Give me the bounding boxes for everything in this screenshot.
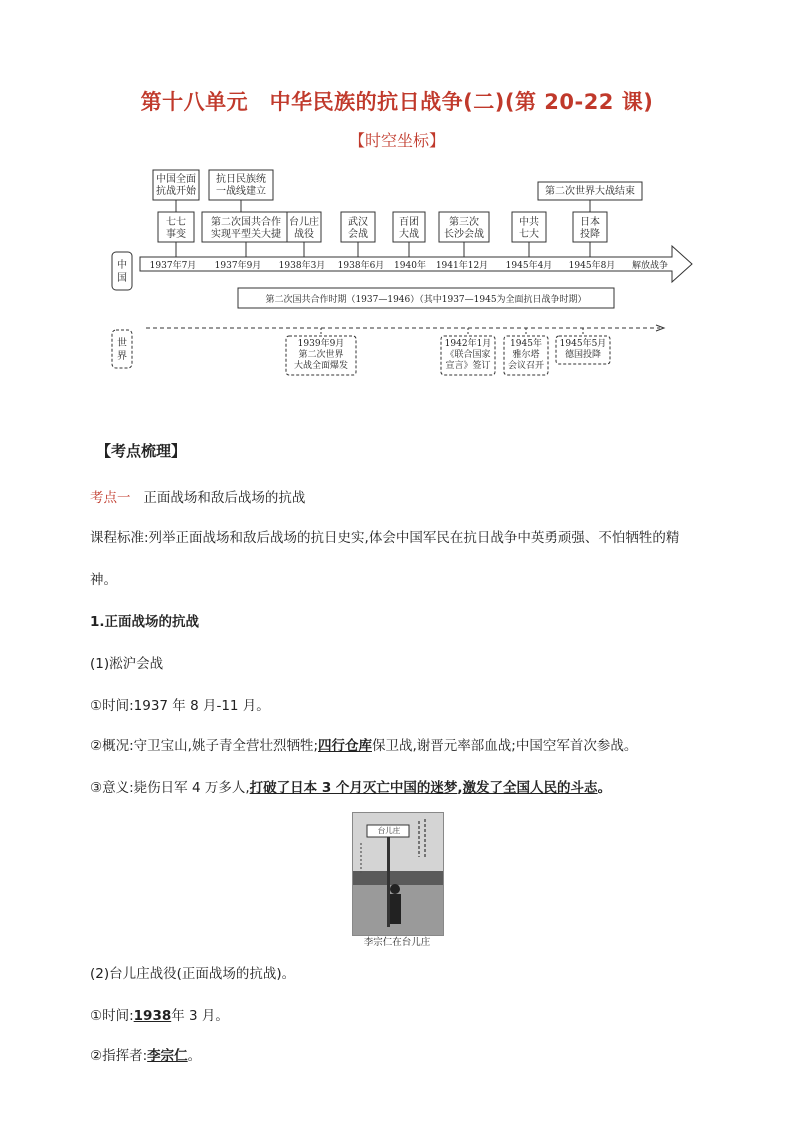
meaning-key-1: 打破了日本 3 个月灭亡中国的迷梦 (249, 780, 458, 796)
point1-text: 正面战场和敌后战场的抗战 (143, 490, 306, 506)
page-title: 第十八单元 中华民族的抗日战争(二)(第 20-22 课) (140, 90, 654, 114)
event-label: 投降 (580, 229, 600, 240)
point1-label: 考点一 (90, 490, 131, 506)
top-event-label: 抗日民族统 (216, 174, 266, 185)
date-label: 1938年3月 (278, 261, 326, 271)
event-label: 长沙会战 (444, 229, 484, 240)
battle1-time: ①时间:1937 年 8 月-11 月。 (90, 698, 270, 714)
event-label: 第二次国共合作 (211, 217, 281, 228)
world-event-label: 《联合国家 (445, 350, 491, 360)
event-label: 战役 (294, 229, 314, 240)
photo-caption: 李宗仁在台儿庄 (363, 937, 431, 948)
date-label: 1938年6月 (337, 261, 385, 271)
battle2-commander (90, 1044, 201, 1064)
event-label: 会战 (348, 229, 368, 240)
event-label: 大战 (399, 229, 419, 240)
event-label: 台儿庄 (289, 217, 319, 228)
date-label: 1937年7月 (149, 261, 197, 271)
b2-time-key: 1938 (133, 1008, 172, 1024)
world-event-label: 德国投降 (564, 350, 602, 360)
event-label: 七七 (166, 217, 186, 228)
event-label: 武汉 (348, 217, 368, 228)
standard-line-1: 课程标准:列举正面战场和敌后战场的抗日史实,体会中国军民在抗日战争中英勇顽强、不怕牺牲的精 (90, 530, 680, 546)
world-label-2: 界 (117, 351, 127, 362)
event-label: 百团 (399, 217, 419, 228)
battle2-time (90, 1004, 229, 1024)
sub-heading-1: 1.正面战场的抗战 (90, 614, 200, 630)
world-event-label: 1945年5月 (559, 339, 607, 349)
date-label: 1941年12月 (435, 261, 489, 271)
timeline-diagram (0, 160, 794, 380)
china-label-box (112, 252, 132, 290)
b2-cmd-post: 。 (187, 1048, 202, 1064)
world-label-box (112, 330, 132, 368)
china-label: 中 (117, 260, 127, 271)
period-note: 第二次国共合作时期（1937—1946）（其中1937—1945为全面抗日战争时期） (265, 295, 587, 305)
top-event-label: 抗战开始 (156, 186, 196, 197)
section-subtitle: 【时空坐标】 (348, 131, 445, 150)
date-label: 1940年 (394, 261, 426, 271)
world-event-label: 1939年9月 (297, 339, 345, 349)
section-heading: 【考点梳理】 (96, 442, 187, 460)
standard-line-2: 神。 (90, 572, 117, 588)
world-event-label: 1942年1月 (444, 339, 492, 349)
china-label-2: 国 (117, 273, 127, 284)
meaning-post: 。 (597, 780, 612, 796)
historical-photo (352, 812, 444, 936)
point1-line (90, 486, 305, 506)
world-event-label: 雅尔塔 (512, 350, 540, 360)
top-event-label: 一战线建立 (216, 186, 266, 197)
event-label: 中共 (519, 217, 539, 228)
meaning-mid: , (457, 780, 463, 796)
b2-cmd-pre: ②指挥者: (90, 1048, 148, 1064)
event-label: 七大 (519, 229, 539, 240)
overview-key: 四行仓库 (318, 738, 372, 754)
date-label: 解放战争 (631, 261, 669, 271)
world-event-label: 第二次世界 (298, 350, 344, 360)
world-label: 世 (117, 338, 127, 349)
battle1-meaning (90, 776, 611, 796)
battle1-overview (90, 734, 637, 754)
b2-time-post: 年 3 月。 (171, 1008, 229, 1024)
date-label: 1945年4月 (505, 261, 553, 271)
meaning-key-2: 激发了全国人民的斗志 (462, 780, 598, 796)
meaning-pre: ③意义:毙伤日军 4 万多人, (90, 780, 250, 796)
b2-time-pre: ①时间: (90, 1008, 134, 1024)
b2-cmd-key: 李宗仁 (147, 1048, 188, 1064)
battle2-heading: (2)台儿庄战役(正面战场的抗战)。 (90, 966, 296, 982)
date-label: 1945年8月 (568, 261, 616, 271)
event-label: 第三次 (449, 217, 479, 228)
event-label: 实现平型关大捷 (211, 229, 281, 240)
world-event-label: 1945年 (510, 339, 542, 349)
overview-pre: ②概况:守卫宝山,姚子青全营壮烈牺牲; (90, 738, 318, 754)
date-label: 1937年9月 (214, 261, 262, 271)
world-event-label: 会议召开 (507, 361, 545, 371)
top-event-label: 第二次世界大战结束 (545, 186, 635, 197)
overview-post: 保卫战,谢晋元率部血战;中国空军首次参战。 (372, 738, 638, 754)
event-label: 事变 (166, 229, 186, 240)
world-event-label: 宣言》签订 (445, 361, 491, 371)
world-event-label: 大战全面爆发 (293, 361, 349, 371)
top-event-label: 中国全面 (156, 174, 196, 185)
photo-sign: 台儿庄 (377, 826, 401, 835)
battle1-heading: (1)淞沪会战 (90, 656, 164, 672)
event-label: 日本 (580, 217, 600, 228)
